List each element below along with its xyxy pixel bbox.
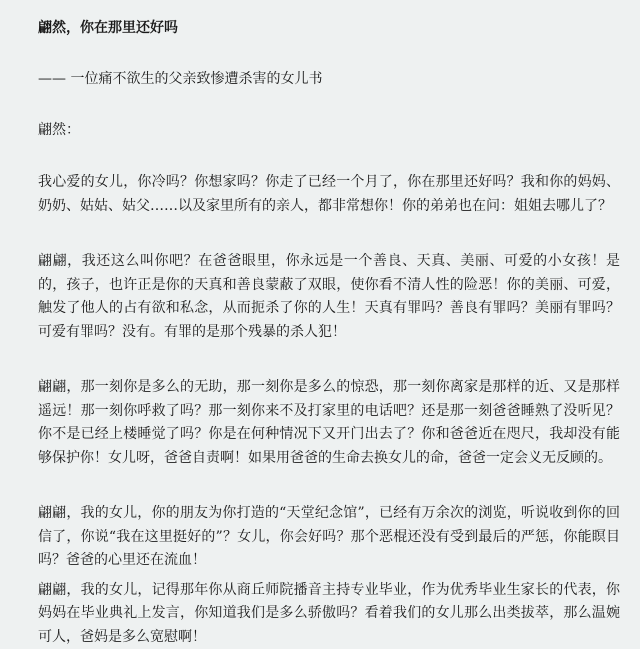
article-title: 翩然，你在那里还好吗 — [38, 17, 620, 39]
paragraph-2: 翩翩，我还这么叫你吧？在爸爸眼里，你永远是一个善良、天真、美丽、可爱的小女孩！是的，孩子，也许正是你的天真和善良蒙蔽了双眼，使你看不清人性的险恶！你的美丽、可爱，触发了他人的占有欲和私念，从而扼杀了你的人生！天真有罪吗？善良有罪吗？美丽有罪吗？可爱有罪吗？没有。有罪的是那个残暴的杀人犯！ — [38, 250, 620, 344]
paragraph-3: 翩翩，那一刻你是多么的无助，那一刻你是多么的惊恐，那一刻你离家是那样的近、又是那样遥远！那一刻你呼救了吗？那一刻你来不及打家里的电话吧？还是那一刻爸爸睡熟了没听见？你不是已经上楼睡觉了吗？你是在何种情况下又开门出去了？你和爸爸近在咫尺，我却没有能够保护你！女儿呀，爸爸自责啊！如果用爸爸的生命去换女儿的命，爸爸一定会义无反顾的。 — [38, 376, 620, 470]
paragraph-4: 翩翩，我的女儿，你的朋友为你打造的“天堂纪念馆”，已经有万余次的浏览，听说收到你的回信了，你说“我在这里挺好的”？女儿，你会好吗？那个恶棍还没有受到最后的严惩，你能瞑目吗？爸爸的心里还在流血！ — [38, 502, 620, 573]
paragraph-1: 我心爱的女儿，你冷吗？你想家吗？你走了已经一个月了，你在那里还好吗？我和你的妈妈、奶奶、姑姑、姑父……以及家里所有的亲人，都非常想你！你的弟弟也在问：姐姐去哪儿了？ — [38, 171, 620, 218]
article-subtitle: —— 一位痛不欲生的父亲致惨遭杀害的女儿书 — [38, 68, 620, 90]
letter-salutation: 翩然： — [38, 119, 620, 141]
paragraph-5: 翩翩，我的女儿，记得那年你从商丘师院播音主持专业毕业，作为优秀毕业生家长的代表，你妈妈在毕业典礼上发言，你知道我们是多么骄傲吗？看着我们的女儿那么出类拔萃，那么温婉可人，爸妈是多么宽慰啊！ — [38, 579, 620, 649]
